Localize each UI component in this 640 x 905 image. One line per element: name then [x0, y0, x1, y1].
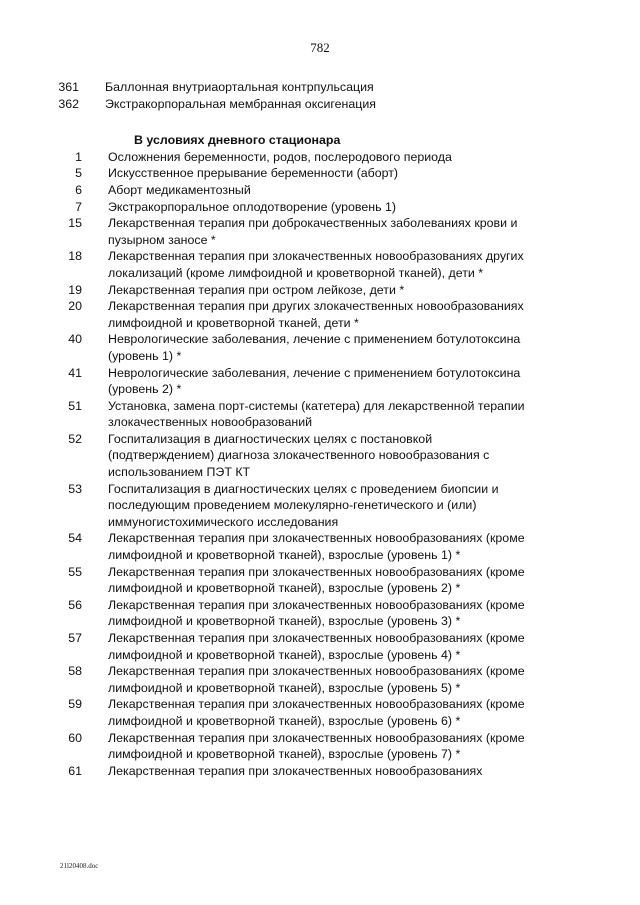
list-item [0, 282, 640, 299]
item-code: 19 [68, 282, 82, 297]
item-code: 57 [68, 631, 82, 645]
list-item [0, 763, 640, 780]
item-text: Госпитализация в диагностических целях с постановкой (подтверждением) диагноза злокачественного новообразования с использованием ПЭТ КТ [108, 431, 490, 480]
list-item [0, 481, 640, 531]
item-code: 20 [68, 299, 82, 314]
item-text: Лекарственная терапия при доброкачественных заболеваниях крови и пузырном заносе * [108, 216, 518, 247]
list-item [0, 663, 640, 696]
item-text: Баллонная внутриаортальная контрпульсация [105, 80, 374, 94]
item-code: 53 [68, 481, 82, 496]
item-text: Аборт медикаментозный [108, 182, 251, 197]
item-code: 6 [75, 182, 82, 197]
item-text: Лекарственная терапия при злокачественных новообразованиях [108, 763, 483, 778]
item-code: 60 [68, 730, 82, 745]
item-text: Лекарственная терапия при злокачественных новообразованиях (кроме лимфоидной и кроветворной тканей), взрослые (уровень 7) * [108, 730, 525, 762]
item-code: 7 [75, 199, 82, 214]
top-list [0, 79, 640, 112]
item-text: Лекарственная терапия при злокачественных новообразованиях (кроме лимфоидной и кроветворной тканей), взрослые (уровень 6) * [108, 697, 525, 728]
item-text: Лекарственная терапия при злокачественных новообразованиях (кроме лимфоидной и кроветворной тканей), взрослые (уровень 2) * [108, 564, 525, 596]
list-item [0, 630, 640, 663]
item-code: 52 [68, 431, 82, 446]
item-code: 51 [68, 398, 82, 413]
document-body [0, 79, 640, 779]
item-text: Лекарственная терапия при злокачественных новообразованиях других локализаций (кроме лимфоидной и кроветворной тканей), дети * [108, 249, 524, 280]
item-code: 1 [75, 149, 82, 164]
list-item [0, 730, 640, 763]
item-text: Лекарственная терапия при злокачественных новообразованиях (кроме лимфоидной и кроветворной тканей), взрослые (уровень 4) * [108, 631, 525, 662]
list-item [0, 199, 640, 216]
list-item [0, 696, 640, 729]
item-code: 15 [68, 216, 82, 231]
list-item [0, 564, 640, 597]
list-item [0, 182, 640, 199]
list-item [0, 165, 640, 182]
list-item [0, 530, 640, 563]
section-heading: В условиях дневного стационара [134, 133, 341, 148]
item-code: 61 [68, 763, 82, 778]
item-text: Госпитализация в диагностических целях с проведением биопсии и последующим проведением молекулярно-генетического и (или) иммуногистохимического исследования [108, 481, 499, 529]
item-code: 41 [68, 365, 82, 380]
list-item [0, 215, 640, 248]
list-item [0, 298, 640, 331]
list-item [0, 597, 640, 630]
item-code: 55 [68, 564, 82, 579]
item-code: 362 [58, 96, 79, 111]
item-code: 5 [75, 166, 82, 181]
list-item [0, 248, 640, 281]
list-item [0, 79, 640, 96]
list-item [0, 96, 640, 113]
item-text: Лекарственная терапия при злокачественных новообразованиях (кроме лимфоидной и кроветворной тканей), взрослые (уровень 5) * [108, 664, 525, 695]
item-text: Искусственное прерывание беременности (аборт) [108, 166, 399, 181]
item-text: Лекарственная терапия при других злокачественных новообразованиях лимфоидной и кроветворной тканей, дети * [108, 299, 524, 330]
item-code: 361 [58, 80, 79, 94]
item-code: 56 [68, 597, 82, 612]
item-text: Лекарственная терапия при злокачественных новообразованиях (кроме лимфоидной и кроветворной тканей), взрослые (уровень 3) * [108, 597, 525, 629]
item-text: Экстракорпоральное оплодотворение (уровень 1) [108, 199, 396, 214]
item-text: Осложнения беременности, родов, послеродового периода [108, 149, 452, 164]
item-code: 58 [68, 664, 82, 679]
item-text: Неврологические заболевания, лечение с применением ботулотоксина (уровень 2) * [108, 365, 521, 397]
item-text: Лекарственная терапия при остром лейкозе, дети * [108, 282, 405, 297]
list-item [0, 365, 640, 398]
page-number: 782 [310, 40, 330, 55]
list-item [0, 398, 640, 431]
item-text: Установка, замена порт-системы (катетера) для лекарственной терапии злокачественных новообразований [108, 398, 525, 430]
item-code: 54 [68, 531, 82, 546]
item-text: Лекарственная терапия при злокачественных новообразованиях (кроме лимфоидной и кроветворной тканей), взрослые (уровень 1) * [108, 531, 525, 563]
list-item [0, 431, 640, 481]
item-code: 59 [68, 697, 82, 712]
item-text: Экстракорпоральная мембранная оксигенация [105, 96, 376, 111]
list-item [0, 331, 640, 364]
day-hospital-list [0, 149, 640, 780]
list-item [0, 149, 640, 166]
item-code: 40 [68, 332, 82, 347]
item-text: Неврологические заболевания, лечение с применением ботулотоксина (уровень 1) * [108, 332, 521, 363]
footer-filename: 21l20408.doc [60, 862, 99, 870]
item-code: 18 [68, 249, 82, 264]
